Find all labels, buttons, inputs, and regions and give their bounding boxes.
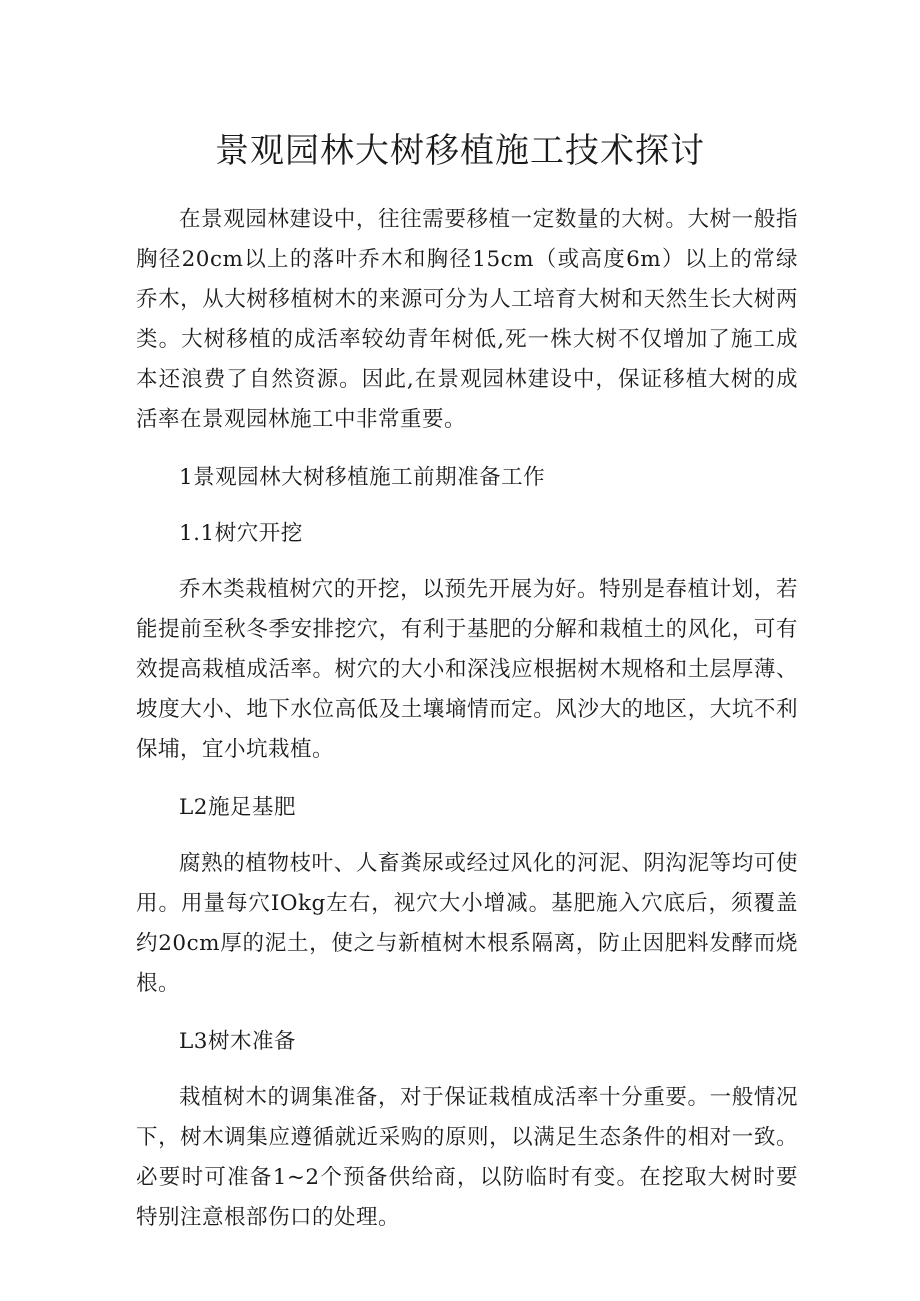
document-body (136, 200, 798, 1256)
subsection-heading-1-1: 1.1树穴开挖 (179, 521, 303, 546)
document-title: 景观园林大树移植施工技术探讨 (215, 131, 705, 171)
paragraph-tree-preparation: 栽植树木的调集准备，对于保证栽植成活率十分重要。一般情况下，树木调集应遵循就近采购的原则，以满足生态条件的相对一致。必要时可准备1~2个预备供给商，以防临时有变。在挖取大树时要特别注意根部伤口的处理。 (136, 1085, 798, 1230)
section-heading-1: 1景观园林大树移植施工前期准备工作 (179, 465, 546, 490)
subsection-heading-1-2: L2施足基肥 (179, 795, 296, 820)
paragraph-intro: 在景观园林建设中，往往需要移植一定数量的大树。大树一般指胸径20cm以上的落叶乔木和胸径15cm（或高度6m）以上的常绿乔木，从大树移植树木的来源可分为人工培育大树和天然生长大树两类。大树移植的成活率较幼青年树低,死一株大树不仅增加了施工成本还浪费了自然资源。因此,在景观园林建设中，保证移植大树的成活率在景观园林施工中非常重要。 (136, 207, 798, 432)
paragraph-base-fertilizer: 腐熟的植物枝叶、人畜粪尿或经过风化的河泥、阴沟泥等均可使用。用量每穴IOkg左右，视穴大小增减。基肥施入穴底后，须覆盖约20cm厚的泥土，使之与新植树木根系隔离，防止因肥料发酵而烧根。 (136, 851, 798, 996)
paragraph-tree-pit: 乔木类栽植树穴的开挖，以预先开展为好。特别是春植计划，若能提前至秋冬季安排挖穴，有利于基肥的分解和栽植土的风化，可有效提高栽植成活率。树穴的大小和深浅应根据树木规格和土层厚薄、坡度大小、地下水位高低及土壤墒情而定。风沙大的地区，大坑不利保埔，宜小坑栽植。 (136, 577, 798, 762)
subsection-heading-1-3: L3树木准备 (179, 1029, 296, 1054)
